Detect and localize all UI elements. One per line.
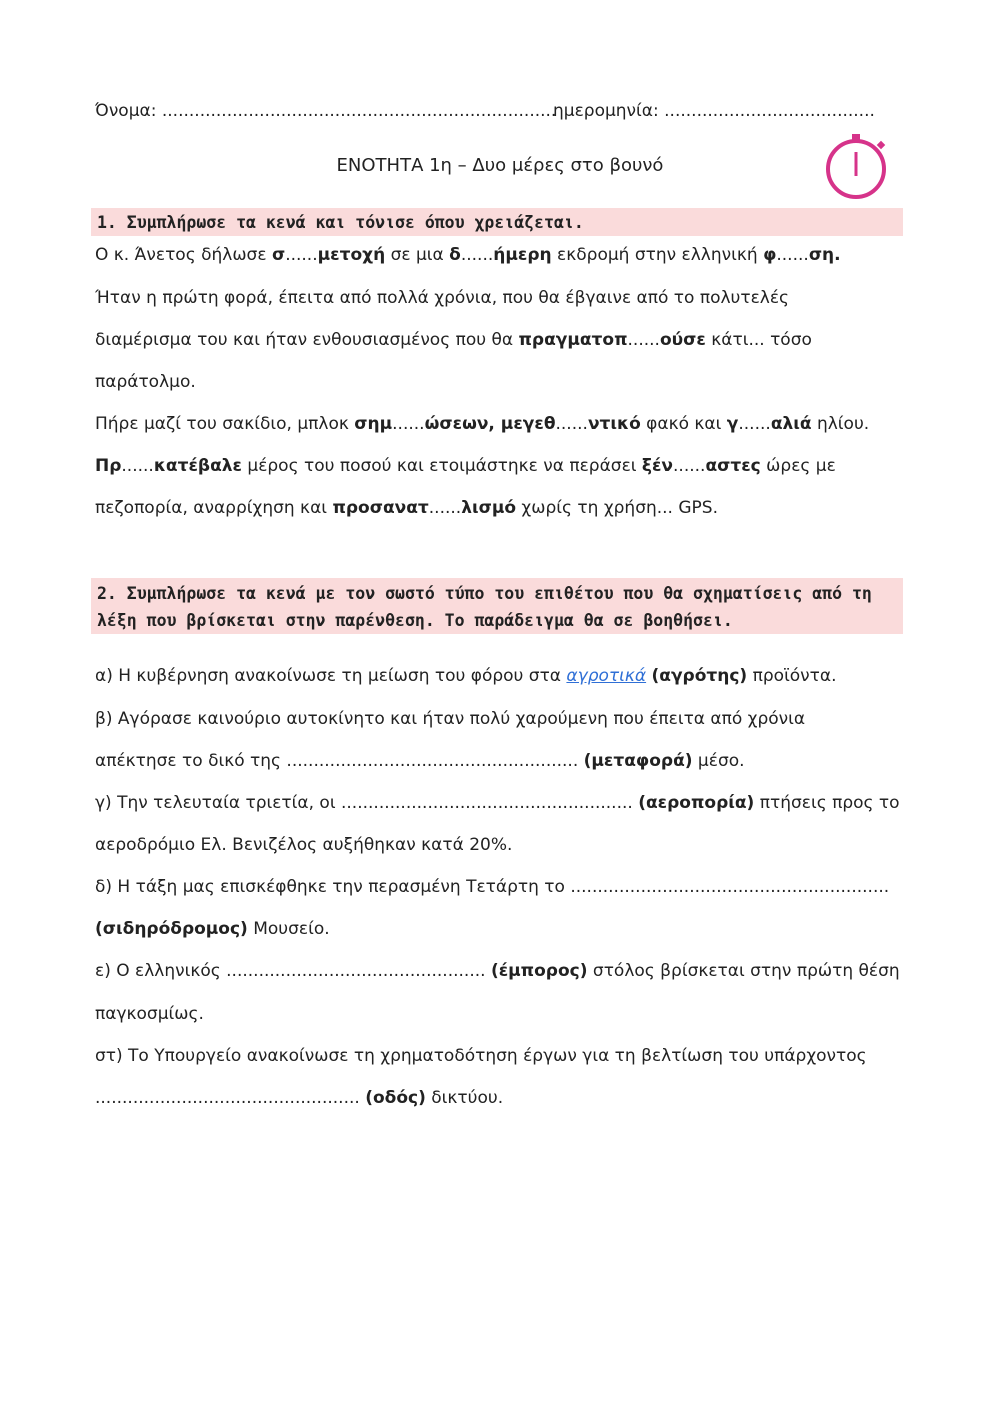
- blank[interactable]: .................................................: [95, 1088, 366, 1108]
- exercise-b-line2: απέκτησε το δικό της ...................................................... (μεταφορά) μέσο.: [95, 751, 745, 771]
- text-line: Πήρε μαζί του σακίδιο, μπλοκ σημ......ώσεων, μεγεθ......ντικό φακό και γ......αλιά ηλίου.: [95, 414, 870, 434]
- blank[interactable]: ......: [460, 245, 494, 265]
- section2-heading-line1: 2. Συμπλήρωσε τα κενά με τον σωστό τύπο του επιθέτου που θα σχηματίσεις από τη: [97, 584, 872, 603]
- date-field-label: ημερομηνία: .......................................: [553, 101, 875, 121]
- stopwatch-icon: [822, 132, 892, 202]
- exercise-e-line1: ε) Ο ελληνικός ................................................ (έμπορος) στόλος βρίσκεται στην πρώτη θέση: [95, 961, 900, 981]
- exercise-f-line1: στ) Το Υπουργείο ανακοίνωσε τη χρηματοδότηση έργων για τη βελτίωση του υπάρχοντος: [95, 1046, 867, 1066]
- exercise-d-line1[interactable]: δ) Η τάξη μας επισκέφθηκε την περασμένη Τετάρτη το ...........................................................: [95, 877, 890, 897]
- text-line: Ο κ. Άνετος δήλωσε σ......μετοχή σε μια δ......ήμερη εκδρομή στην ελληνική φ......ση.: [95, 245, 841, 265]
- section2-heading-line2: λέξη που βρίσκεται στην παρένθεση. Το παράδειγμα θα σε βοηθήσει.: [97, 611, 733, 630]
- text-line: Ήταν η πρώτη φορά, έπειτα από πολλά χρόνια, που θα έβγαινε από το πολυτελές: [95, 288, 790, 308]
- page-title: ΕΝΟΤΗΤΑ 1η – Δυο μέρες στο βουνό: [336, 155, 664, 176]
- blank[interactable]: ......: [738, 414, 771, 434]
- exercise-d-line2: (σιδηρόδρομος) Μουσείο.: [95, 919, 330, 939]
- blank[interactable]: γ) Την τελευταία τριετία, οι ......................................................: [95, 793, 639, 813]
- blank[interactable]: ......: [392, 414, 425, 434]
- example-answer-link[interactable]: αγροτικά: [566, 666, 647, 686]
- blank[interactable]: ......: [121, 456, 154, 476]
- exercise-f-line2: ................................................. (οδός) δικτύου.: [95, 1088, 504, 1108]
- text-line: διαμέρισμα του και ήταν ενθουσιασμένος που θα πραγματοπ......ούσε κάτι... τόσο: [95, 330, 812, 350]
- blank[interactable]: ε) Ο ελληνικός ................................................: [95, 961, 491, 981]
- exercise-c-line2: αεροδρόμιο Ελ. Βενιζέλος αυξήθηκαν κατά 20%.: [95, 835, 513, 855]
- blank[interactable]: ......: [627, 330, 660, 350]
- section1-heading: 1. Συμπλήρωσε τα κενά και τόνισε όπου χρειάζεται.: [97, 213, 584, 232]
- text-line: πεζοπορία, αναρρίχηση και προσανατ......λισμό χωρίς τη χρήση... GPS.: [95, 498, 718, 518]
- blank[interactable]: ......: [776, 245, 809, 265]
- text-line: Πρ......κατέβαλε μέρος του ποσού και ετοιμάστηκε να περάσει ξέν......αστες ώρες με: [95, 456, 836, 476]
- exercise-c-line1: γ) Την τελευταία τριετία, οι ...................................................... (αεροπορία) πτήσεις προς το: [95, 793, 900, 813]
- blank[interactable]: ......: [285, 245, 318, 265]
- blank[interactable]: απέκτησε το δικό της ......................................................: [95, 751, 584, 771]
- name-field-label: Όνομα: .........................................................................: [95, 101, 557, 121]
- text-line: παράτολμο.: [95, 372, 196, 392]
- blank[interactable]: ......: [673, 456, 706, 476]
- exercise-e-line2: παγκοσμίως.: [95, 1004, 204, 1024]
- exercise-a: α) Η κυβέρνηση ανακοίνωσε τη μείωση του φόρου στα αγροτικά (αγρότης) προϊόντα.: [95, 666, 837, 686]
- exercise-b-line1: β) Αγόρασε καινούριο αυτοκίνητο και ήταν πολύ χαρούμενη που έπειτα από χρόνια: [95, 709, 806, 729]
- blank[interactable]: ......: [428, 498, 462, 518]
- blank[interactable]: ......: [555, 414, 588, 434]
